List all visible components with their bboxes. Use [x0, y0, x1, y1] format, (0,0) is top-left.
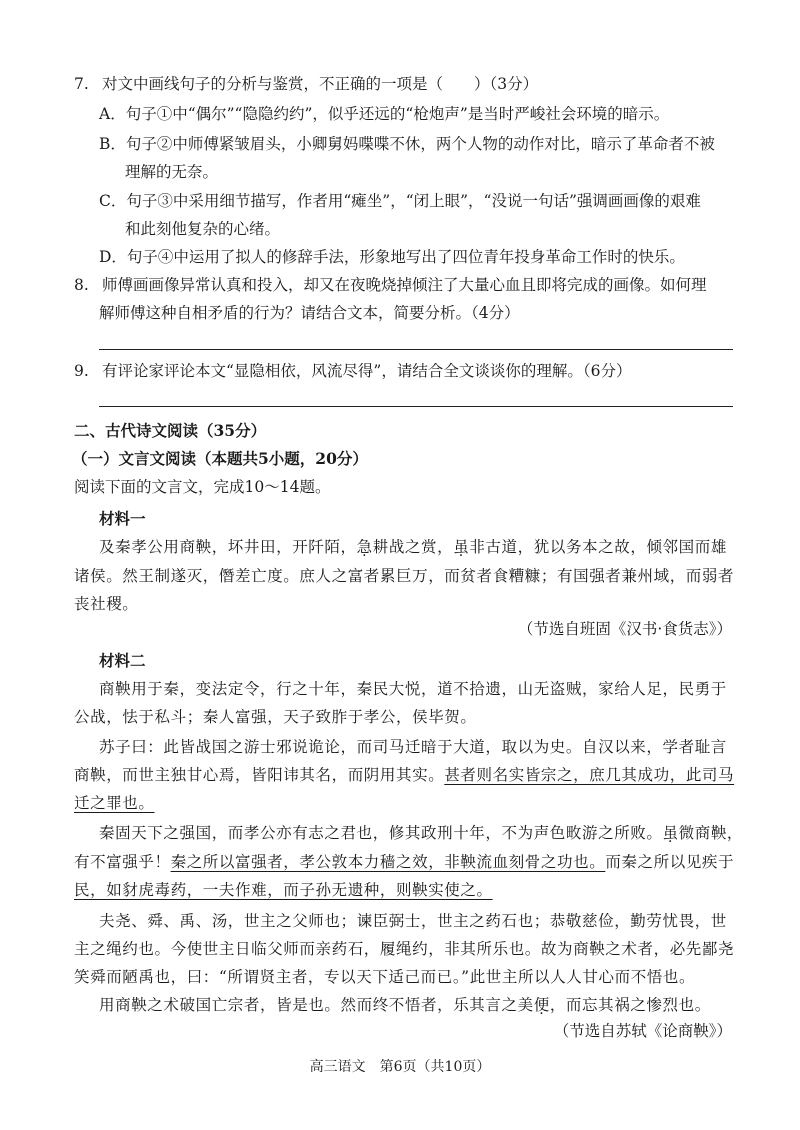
- reading-instruction: 阅读下面的文言文，完成10～14题。: [74, 478, 331, 496]
- underlined-sentence: 迁之罪也。: [74, 794, 155, 812]
- emphasis-dot-char: 急: [356, 538, 373, 556]
- question-text: 对文中画线句子的分析与鉴赏，不正确的一项是（ ）（3分）: [102, 75, 539, 93]
- material-2-p1-line2: 公战，怯于私斗；秦人富强，天子致胙于孝公，侯毕贺。: [74, 708, 477, 726]
- material-2-source: （节选自苏轼《论商鞅》）: [553, 1022, 732, 1040]
- text: 秦固天下之强国，而孝公亦有志之君也，修其政刑十年，不为声色畋游之所败。: [99, 824, 663, 842]
- material-2-p4-line1: 夫尧、舜、禹、汤，世主之父师也；谏臣弼士，世主之药石也；恭敬慈俭，勤劳忧畏，世: [99, 912, 727, 930]
- subsection-title: （一）文言文阅读（本题共5小题，20分）: [72, 449, 368, 468]
- option-c-line1: C．句子③中采用细节描写，作者用“瘫坐”，“闭上眼”，“没说一句话”强调画画像的艰难: [99, 192, 701, 210]
- underlined-sentence: 甚者则名实皆宗之，庶几其成功，此司马: [444, 766, 735, 784]
- question-number: 8.: [74, 276, 89, 294]
- text: 商鞅，而世主独甘心焉，皆阳讳其名，而阴用其实。: [74, 766, 445, 784]
- option-d: D．句子④中运用了拟人的修辞手法，形象地写出了四位青年投身革命工作时的快乐。: [99, 248, 685, 266]
- underlined-sentence: 秦之所以富强者，孝公敦本力穑之效，非鞅流血刻骨之功也。: [170, 853, 606, 871]
- material-2-p4-line3: 笑舜而陋禹也，曰：“所谓贤主者，专以天下适己而已。”此世主所以人人甘心而不悟也。: [74, 968, 696, 986]
- material-1-line2: 诸侯。然王制遂灭，僭差亡度。庶人之富者累巨万，而贫者食糟糠；有国强者兼州域，而弱者: [74, 567, 735, 585]
- material-1-line1: [99, 536, 727, 558]
- option-b-line1: B．句子②中师傅紧皱眉头，小卿舅妈喋喋不休，两个人物的动作对比，暗示了革命者不被: [99, 135, 715, 153]
- material-1-source: （节选自班固《汉书·食货志》）: [517, 620, 732, 638]
- material-2-p3-line2: [74, 851, 734, 873]
- question-text: 师傅画画像异常认真和投入，却又在夜晚烧掉倾注了大量心血且即将完成的画像。如何理: [102, 276, 707, 294]
- material-1-title: 材料一: [99, 509, 146, 528]
- material-2-p5-line1: [99, 994, 711, 1016]
- answer-line[interactable]: [99, 349, 733, 350]
- material-2-p3-line3: [74, 879, 493, 901]
- page-footer: 高三语文 第6页（共10页）: [309, 1059, 491, 1075]
- material-1-line3: 丧社稷。: [74, 595, 139, 613]
- material-2-p1-line1: 商鞅用于秦，变法定令，行之十年，秦民大悦，道不拾遗，山无盗贼，家给人足，民勇于: [99, 680, 727, 698]
- question-9: [74, 360, 631, 382]
- text: 用商鞅之术破国亡宗者，皆是也。然而终不悟者，乐其言之美: [99, 996, 534, 1014]
- question-8-line1: [74, 274, 707, 296]
- text: 有不富强乎！: [74, 853, 171, 871]
- emphasis-dot-char: 虽: [453, 538, 470, 556]
- option-c-line2: 和此刻他复杂的心绪。: [125, 220, 281, 238]
- answer-line[interactable]: [99, 406, 733, 407]
- emphasis-dot-char: 便: [533, 996, 550, 1014]
- material-2-title: 材料二: [99, 651, 146, 670]
- material-2-p2-line2: [74, 764, 734, 786]
- question-number: 7.: [74, 75, 89, 93]
- material-2-p2-line3: [74, 792, 155, 814]
- option-b-line2: 理解的无奈。: [125, 163, 219, 181]
- material-2-p2-line1: 苏子曰：此皆战国之游士邪说诡论，而司马迁暗于大道，取以为史。自汉以来，学者耻言: [99, 738, 727, 756]
- option-a: A．句子①中“偶尔”“隐隐约约”，似乎还远的“枪炮声”是当时严峻社会环境的暗示。: [99, 105, 670, 123]
- text: 耕战之赏，: [372, 538, 454, 556]
- material-2-p4-line2: 主之绳约也。今使世主日临父师而亲药石，履绳约，非其所乐也。故为商鞅之术者，必先鄙尧: [74, 940, 735, 958]
- text: 非古道，犹以务本之故，倾邻国而雄: [469, 538, 727, 556]
- question-number: 9.: [74, 362, 89, 380]
- material-2-p3-line1: [99, 822, 743, 844]
- text: 微商鞅，: [678, 824, 744, 842]
- text: 而秦之所以见疾于: [605, 853, 735, 871]
- question-8-line2: 解师傅这种自相矛盾的行为？请结合文本，简要分析。（4分）: [99, 304, 520, 322]
- emphasis-dot-char: 虽: [662, 824, 679, 842]
- text: ，而忘其祸之惨烈也。: [549, 996, 711, 1014]
- text: 及秦孝公用商鞅，坏井田，开阡陌，: [99, 538, 357, 556]
- underlined-sentence: 民，如豺虎毒药，一夫作难，而子孙无遗种，则鞅实使之。: [74, 881, 493, 899]
- question-text: 有评论家评论本文“显隐相依，风流尽得”，请结合全文谈谈你的理解。（6分）: [102, 362, 632, 380]
- question-7-stem: [74, 73, 538, 95]
- section-title: 二、古代诗文阅读（35分）: [74, 421, 267, 440]
